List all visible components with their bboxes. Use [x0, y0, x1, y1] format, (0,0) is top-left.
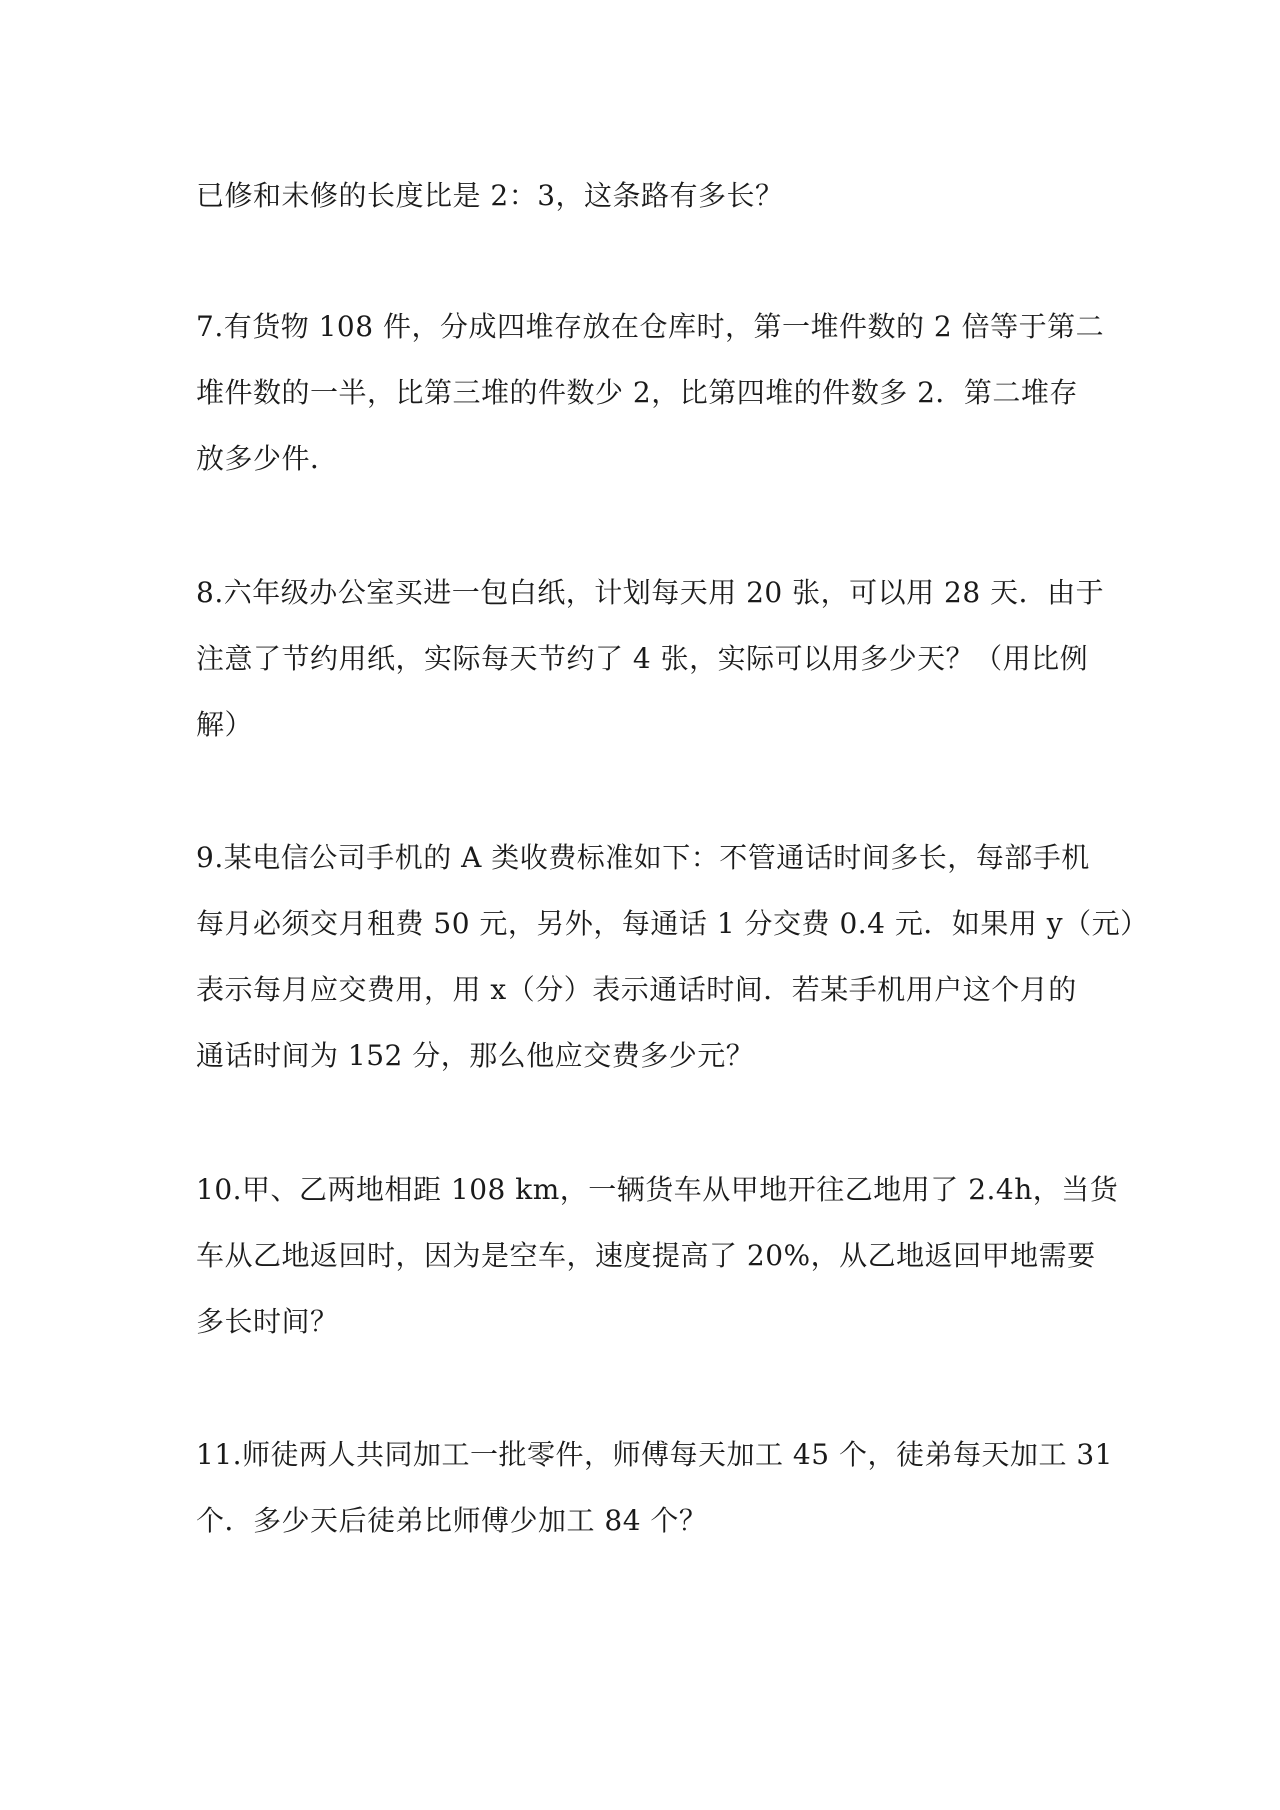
problem-10-line-3: 多长时间？ [196, 1305, 339, 1338]
problem-8-line-2: 注意了节约用纸，实际每天节约了 4 张，实际可以用多少天？（用比例 [196, 642, 1089, 675]
problem-11-line-2: 个．多少天后徒弟比师傅少加工 84 个？ [196, 1504, 708, 1537]
problem-9-line-3: 表示每月应交费用，用 x（分）表示通话时间．若某手机用户这个月的 [196, 973, 1077, 1006]
problem-9-line-1: 9.某电信公司手机的 A 类收费标准如下：不管通话时间多长，每部手机 [196, 841, 1090, 874]
problem-7-line-1: 7.有货物 108 件，分成四堆存放在仓库时，第一堆件数的 2 倍等于第二 [196, 310, 1105, 343]
problem-9-line-2: 每月必须交月租费 50 元，另外，每通话 1 分交费 0.4 元．如果用 y（元） [196, 907, 1149, 940]
fragment-line-1: 已修和未修的长度比是 2：3，这条路有多长？ [196, 179, 784, 212]
problem-11-line-1: 11.师徒两人共同加工一批零件，师傅每天加工 45 个，徒弟每天加工 31 [196, 1438, 1113, 1471]
problem-7-line-3: 放多少件． [196, 442, 339, 475]
problem-7-line-2: 堆件数的一半，比第三堆的件数少 2，比第四堆的件数多 2．第二堆存 [196, 376, 1078, 409]
problem-10-line-1: 10.甲、乙两地相距 108 km，一辆货车从甲地开往乙地用了 2.4h，当货 [196, 1173, 1119, 1206]
problem-8-line-1: 8.六年级办公室买进一包白纸，计划每天用 20 张，可以用 28 天．由于 [196, 576, 1105, 609]
problem-10-line-2: 车从乙地返回时，因为是空车，速度提高了 20%，从乙地返回甲地需要 [196, 1239, 1096, 1272]
problem-8-line-3: 解） [196, 708, 254, 741]
problem-9-line-4: 通话时间为 152 分，那么他应交费多少元？ [196, 1039, 755, 1072]
